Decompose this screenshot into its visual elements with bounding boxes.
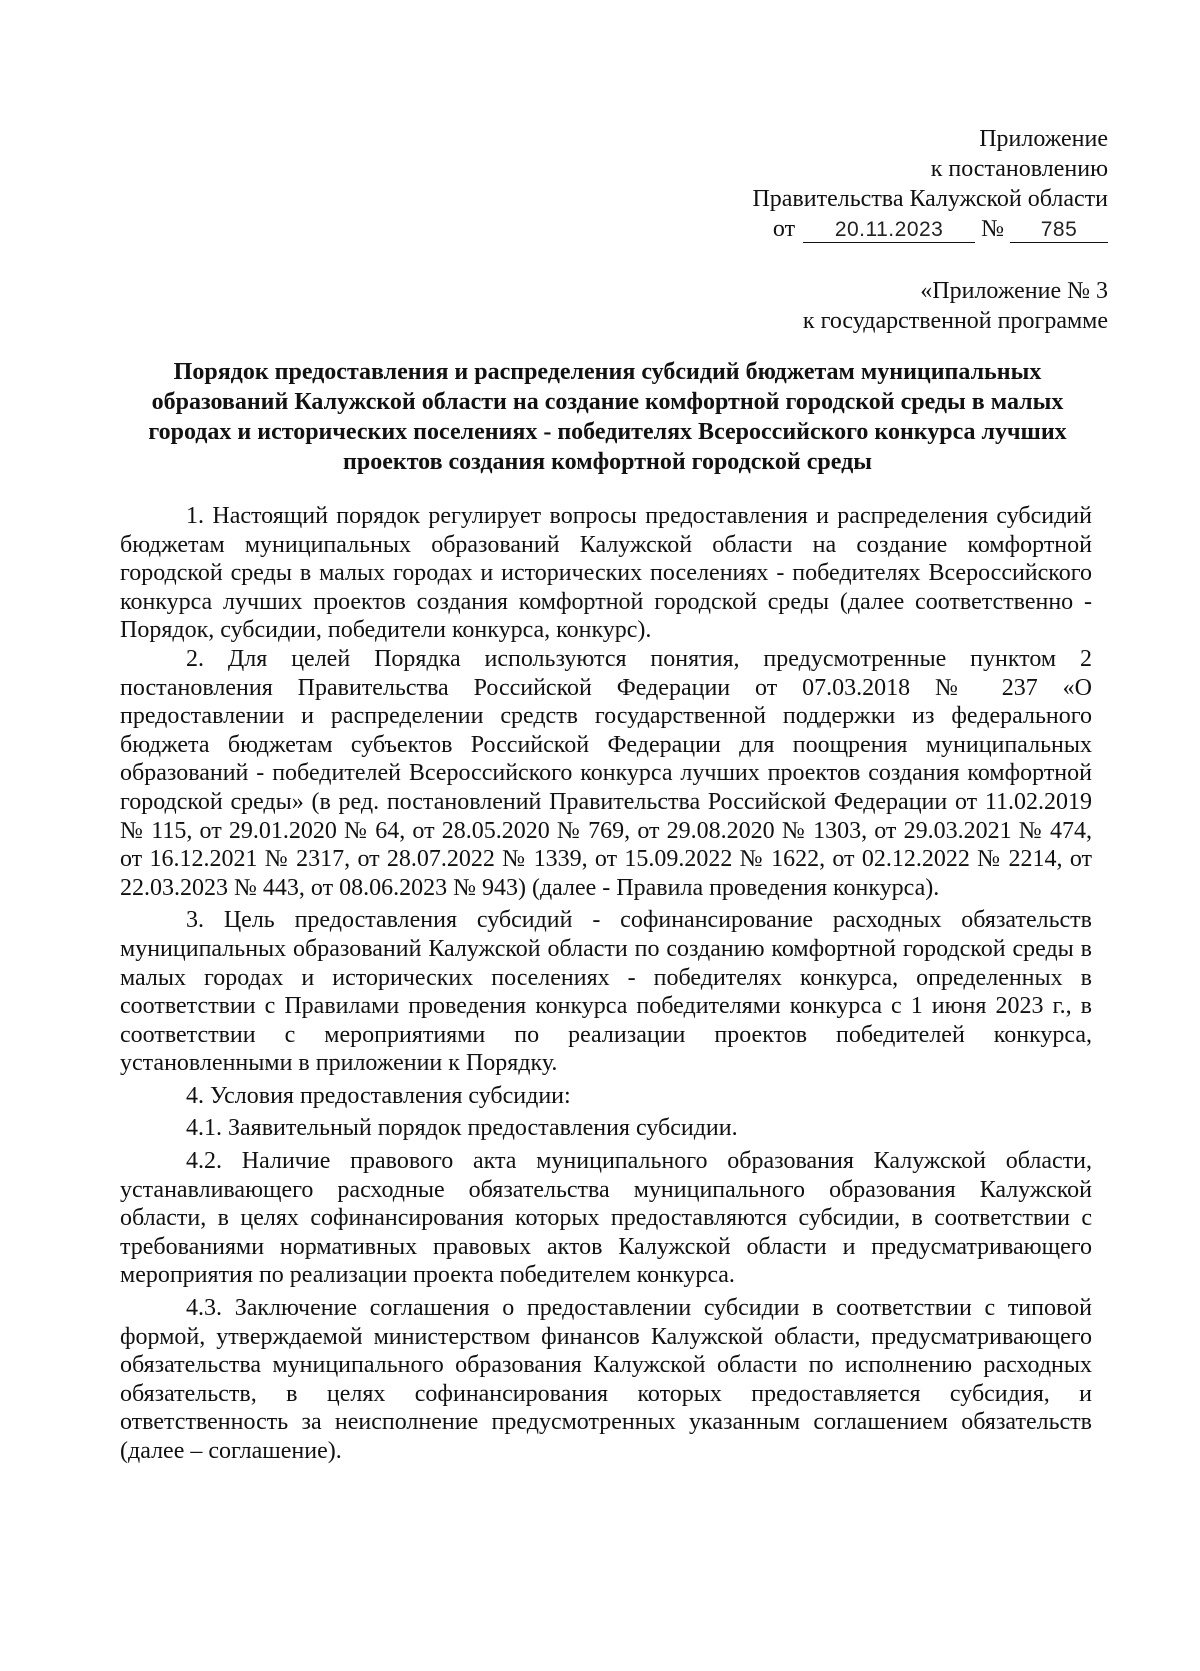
approval-header — [752, 124, 1108, 244]
paragraph-2: 2. Для целей Порядка используются понятия, предусмотренные пунктом 2 постановления Правительства Российской Федерации от 07.03.2018 № 237 «О предоставлении и распределении средств государственной поддержки из федерального бюджета бюджетам субъектов Российской Федерации для поощрения муниципальных образований - победителей Всероссийского конкурса лучших проектов создания комфортной городской среды» (в ред. постановлений Правительства Российской Федерации от 11.02.2019 № 115, от 29.01.2020 № 64, от 28.05.2020 № 769, от 29.08.2020 № 1303, от 29.03.2021 № 474, от 16.12.2021 № 2317, от 28.07.2022 № 1339, от 15.09.2022 № 1622, от 02.12.2022 № 2214, от 22.03.2023 № 443, от 08.06.2023 № 943) (далее - Правила проведения конкурса). — [120, 645, 1092, 901]
resolution-date: 20.11.2023 — [803, 218, 975, 243]
date-prefix: от — [772, 216, 796, 242]
number-sign: № — [981, 216, 1004, 242]
header-line-appendix: Приложение — [979, 126, 1108, 152]
paragraph-4-2: 4.2. Наличие правового акта муниципального образования Калужской области, устанавливающего расходные обязательства муниципального образования Калужской области, в целях софинансирования которых предоставляются субсидии, в соответствии с требованиями нормативных правовых актов Калужской области и предусматривающего мероприятия по реализации проекта победителем конкурса. — [120, 1148, 1092, 1289]
paragraph-4-1: 4.1. Заявительный порядок предоставления субсидии. — [186, 1115, 738, 1142]
document-title: Порядок предоставления и распределения субсидий бюджетам муниципальных образований Калужской области на создание комфортной городской среды в малых городах и исторических поселениях - победителях Всероссийского конкурса лучших проектов создания комфортной городской среды — [148, 359, 1067, 475]
annex-line-number: «Приложение № 3 — [920, 278, 1108, 304]
paragraph-4-3: 4.3. Заключение соглашения о предоставлении субсидии в соответствии с типовой формой, утверждаемой министерством финансов Калужской области, предусматривающего обязательства муниципального образования Калужской области по исполнению расходных обязательств, в целях софинансирования которых предоставляется субсидия, и ответственность за неисполнение предусмотренных указанным соглашением обязательств (далее – соглашение). — [120, 1295, 1092, 1464]
annex-reference — [803, 276, 1108, 336]
header-line-resolution: к постановлению — [930, 156, 1108, 182]
paragraph-1: 1. Настоящий порядок регулирует вопросы предоставления и распределения субсидий бюджетам муниципальных образований Калужской области на создание комфортной городской среды в малых городах и исторических поселениях - победителях Всероссийского конкурса лучших проектов создания комфортной городской среды (далее соответственно - Порядок, субсидии, победители конкурса, конкурс). — [120, 503, 1092, 644]
resolution-number: 785 — [1010, 218, 1108, 243]
header-line-government: Правительства Калужской области — [752, 186, 1108, 212]
document-body — [120, 502, 1092, 1466]
header-date-line — [752, 214, 1108, 244]
paragraph-3: 3. Цель предоставления субсидий - софинансирование расходных обязательств муниципальных образований Калужской области по созданию комфортной городской среды в малых городах и исторических поселениях - победителях конкурса, определенных в соответствии с Правилами проведения конкурса победителями конкурса с 1 июня 2023 г., в соответствии с мероприятиями по реализации проектов победителей конкурса, установленными в приложении к Порядку. — [120, 907, 1092, 1077]
annex-line-program: к государственной программе — [802, 308, 1108, 334]
paragraph-4: 4. Условия предоставления субсидии: — [186, 1082, 571, 1109]
